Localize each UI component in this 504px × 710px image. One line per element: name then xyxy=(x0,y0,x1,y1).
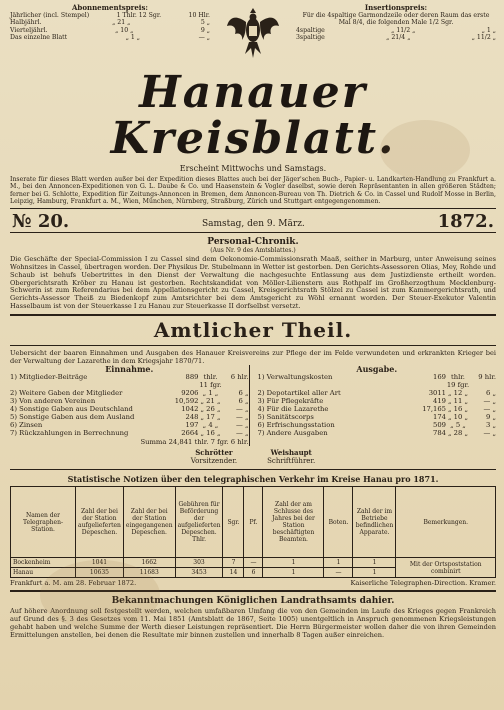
insertion-heading: Insertionspreis: xyxy=(364,3,428,12)
finance-pf: 6 hlr. xyxy=(230,373,249,382)
finance-pf: — „ xyxy=(236,413,249,422)
finance-pf: — „ xyxy=(236,429,249,438)
statistik-date: Frankfurt a. M. am 28. Februar 1872. xyxy=(10,579,137,588)
column-header: Sgr. xyxy=(223,487,244,558)
column-header: Pf. xyxy=(244,487,263,558)
finance-label: 3) Von anderen Vereinen xyxy=(10,397,96,406)
divider xyxy=(10,469,496,470)
finance-label: 5) Sonstige Gaben aus dem Ausland xyxy=(10,413,135,422)
finance-u: „ 28 „ xyxy=(447,429,468,438)
finance-pf: — „ xyxy=(483,397,496,406)
signatures xyxy=(10,448,496,465)
finance-u: „ 16 „ xyxy=(447,405,468,414)
table-row: Hanau 10635 11683 3453 14 6 1 — 1 xyxy=(11,568,496,578)
finance-u: „ 1 „ xyxy=(202,389,219,398)
einnahme-heading: Einnahme. xyxy=(105,364,154,375)
finance-line xyxy=(258,405,497,413)
finance-amt: 9206 xyxy=(181,389,199,398)
finance-u: „ 16 „ xyxy=(200,429,221,438)
finance-amt: 248 xyxy=(185,413,199,422)
finance-label: 7) Andere Ausgaben xyxy=(257,429,328,438)
finance-line xyxy=(258,429,497,437)
finance-label: 4) Für die Lazarethe xyxy=(257,405,329,414)
masthead-top xyxy=(10,4,496,68)
finance-amt: 889 xyxy=(185,373,199,382)
finance-line xyxy=(10,405,249,413)
personal-chronik-text: Die Geschäfte der Special-Commission I zu Cassel sind dem Oekonomie-Commissionsrath Maaß, seither in Marburg, unter Anweisung seines Wohnsitzes in Cassel, übertragen worden. Der Physikus Dr. Stubelmann in Wetter ist gestorben. Den Gerichts-Assessoren Olias, Mey, Rohde und Schaub ist behufs Uebertrittes in den Dienst der Verwaltung die nachgesuchte Entlassung aus dem Justizdienste ertheilt worden. Obergerichtsrath Kröber zu Hanau ist gestorben. Rechtskandidat von Möller-Lilienstern aus Rothpalf im Großherzogthum Mecklenburg-Schwerin ist zum Referendarius bei dem Appellationsgericht zu Cassel, Kreisgerichtsrath Stölzel zu Cassel ist zum Kammergerichtsrath, und Gerichts-Assessor Theiß zu Biedenkopf zum Amtsrichter bei dem Amtsgericht zu Wöhl ernannt worden. Der Steuer-Exekutor Valentin Hasselbaum ist von der Steuerkasse I zu Hanau zur Steuerkasse II dorfselbst versetzt. xyxy=(10,255,496,310)
finance-label: 4) Sonstige Gaben aus Deutschland xyxy=(10,405,133,414)
column-header: Zahl der bei der Station aufgelieferten Depeschen. xyxy=(76,487,124,558)
finance-amt: 784 xyxy=(433,429,446,438)
divider xyxy=(10,314,496,316)
finance-u: „ 10 „ xyxy=(447,413,468,422)
insertion-row: 3spaltige „ 21/4 „ „ 11/2 „ xyxy=(296,33,496,41)
column-header: Bemerkungen. xyxy=(396,487,496,558)
einnahme-column xyxy=(10,365,249,446)
finance-line xyxy=(10,421,249,429)
finance-amt: 197 xyxy=(185,421,199,430)
finance-pf: 9 hlr. xyxy=(478,373,496,382)
abonnement-row: Halbjährl. „ 21 „ 5 „ xyxy=(10,19,210,27)
finance-line xyxy=(10,389,249,397)
finance-label: 2) Weitere Gaben der Mitglieder xyxy=(10,389,123,398)
finance-pf: — „ xyxy=(483,405,496,414)
ausgabe-heading: Ausgabe. xyxy=(356,364,398,375)
finance-u: thlr. 11 fgr. xyxy=(199,373,222,390)
finance-pf: 6 „ xyxy=(485,389,496,398)
finance-label: 1) Verwaltungskosten xyxy=(257,373,333,382)
publication-schedule: Erscheint Mittwochs und Samstags. xyxy=(179,164,327,173)
finance-amt: 2664 xyxy=(181,429,199,438)
signature-secretary: Weishaupt Schriftführer. xyxy=(267,448,316,466)
finance-pf: 9 „ xyxy=(485,413,496,422)
personal-chronik-subtitle: (Aus Nr. 9 des Amtsblattes.) xyxy=(210,247,296,255)
finance-line xyxy=(10,429,249,437)
finance-u: „ 12 „ xyxy=(447,389,468,398)
einnahme-summa: Summa 24,841 thlr. 7 fgr. 6 hlr. xyxy=(140,438,249,447)
finance-amt: 169 xyxy=(433,373,446,382)
finance-u: „ 21 „ xyxy=(200,397,221,406)
finance-pf: — „ xyxy=(236,405,249,414)
finance-amt: 1042 xyxy=(181,405,199,414)
statistik-signature: Kaiserliche Telegraphen-Direction. Kramer. xyxy=(350,579,496,588)
abonnement-heading: Abonnementspreis: xyxy=(72,3,148,12)
abonnement-row: Das einzelne Blatt „ 1 „ — „ xyxy=(10,33,210,41)
column-header: Zahl der am Schlusse des Jahres bei der Station beschäftigten Beamten. xyxy=(263,487,324,558)
finance-amt: 419 xyxy=(433,397,446,406)
finance-amt: 509 xyxy=(433,421,446,430)
finance-line xyxy=(10,397,249,405)
finance-amt: 17,165 xyxy=(422,405,446,414)
bekanntmachungen-text: Auf höhere Anordnung soll festgestellt werden, welchen umfaßbaren Umfang die von den Gemeinden im Laufe des Krieges gegen Frankreich auf Grund des §. 3 des Gesetzes vom 11. Mai 1851 (Amtsblatt de 1867, Seite 1005) unentgeltlich in Anspruch genommenen Kriegsleistungen gehabt haben und welche Summe der Werth dieser Leistungen repräsentiert. Die Herrn Bürgermeister wollen daher die von ihren Gemeinden Ermittelungen anstellen, bei denen die Resultate mir binnen zustellen und innerhalb 8 Tagen außer einreichen. xyxy=(10,607,496,639)
issue-year: 1872. xyxy=(437,211,494,233)
column-header: Zahl der bei der Station eingegangenen Depeschen. xyxy=(123,487,175,558)
ausgabe-column xyxy=(249,365,497,446)
abonnement-row: Vierteljährl. „ 10 „ 9 „ xyxy=(10,26,210,34)
finance-line xyxy=(258,397,497,405)
finance-pf: 6 „ xyxy=(238,397,249,406)
issue-number: № 20. xyxy=(12,211,70,233)
finance-label: 6) Zinsen xyxy=(10,421,43,430)
issue-bar xyxy=(10,208,496,233)
finance-u: „ 4 „ xyxy=(202,421,219,430)
statistik-title: Statistische Notizen über den telegraphischen Verkehr im Kreise Hanau pro 1871. xyxy=(67,474,439,485)
abonnement-box xyxy=(10,4,210,41)
column-header: Gebühren für Beförderung der aufgelieferten Depeschen. Thlr. xyxy=(175,487,223,558)
bekanntmachungen-title: Bekanntmachungen Königlichen Landrathsamts dahier. xyxy=(111,596,395,607)
finance-label: 6) Erfrischungsstation xyxy=(257,421,335,430)
finance-line xyxy=(258,421,497,429)
ausgabe-lines xyxy=(258,373,497,437)
finance-line xyxy=(10,373,249,389)
finance-amt: 174 xyxy=(433,413,446,422)
finance-u: „ 17 „ xyxy=(200,413,221,422)
finance-pf: 6 „ xyxy=(238,389,249,398)
insertion-row: 4spaltige „ 11/2 „ „ 1 „ xyxy=(296,26,496,34)
finance-u: „ 5 „ xyxy=(450,421,466,430)
newspaper-title: Hanauer Kreisblatt. xyxy=(110,67,396,164)
divider xyxy=(10,345,496,346)
finance-pf: 3 „ xyxy=(485,421,496,430)
finance-overview xyxy=(10,365,496,446)
column-header: Boten. xyxy=(324,487,353,558)
finance-line xyxy=(258,389,497,397)
column-header: Zahl der im Betriebe befindlichen Apparate. xyxy=(353,487,396,558)
finance-intro: Uebersicht der baaren Einnahmen und Ausgaben des Hanauer Kreisvereins zur Pflege der im Felde verwundeten und erkrankten Krieger bei der Verwaltung der Lazarethe in dem Kriegsjahr 1870/71. xyxy=(10,348,496,365)
signature-chairman: Schrötter Vorsitzender. xyxy=(190,448,238,466)
finance-amt: 3011 xyxy=(428,389,446,398)
finance-line xyxy=(258,413,497,421)
finance-label: 5) Sanitätscorps xyxy=(257,413,314,422)
finance-label: 7) Rückzahlungen in Berrechnung xyxy=(10,429,129,438)
paper-stain xyxy=(40,560,160,630)
finance-u: thlr. 19 fgr. xyxy=(446,373,470,390)
finance-amt: 10,592 xyxy=(174,397,199,406)
personal-chronik-title: Personal-Chronik. xyxy=(207,237,299,248)
insertion-box xyxy=(296,4,496,41)
inserate-notice: Inserate für dieses Blatt werden außer bei der Expedition dieses Blattes auch bei der Jäger'schen Buch-, Papier- u. Landkarten-Handlung zu Frankfurt a. M., bei den Annoncen-Expeditionen von G. L. Daube & Co. und Haasenstein & Vogler daselbst, sowie deren Repräsentanten in allen größeren Städten; ferner bei G. Schlotte, Expedition für Zeitungs-Annoncen in Bremen, dem Annoncen-Bureau von Th. Dietrich & Co. in Cassel und Rudolf Mosse in Berlin, Leipzig, Hamburg, Frankfurt a. M., Wien, München, Nürnberg, Straßburg, Zürich und Stuttgart entgegengenommen. xyxy=(10,176,496,205)
table-header-row xyxy=(11,487,496,558)
finance-line xyxy=(10,413,249,421)
finance-pf: — „ xyxy=(483,429,496,438)
finance-line xyxy=(258,373,497,389)
paper-stain xyxy=(380,120,470,180)
insertion-text: Für die 4spaltige Garmondzeile oder deren Raum das erste Mal 8/4, die folgenden Male 1/2 Sgr. xyxy=(302,12,490,27)
finance-u: „ 11 „ xyxy=(447,397,468,406)
amtlicher-theil-title: Amtlicher Theil. xyxy=(153,317,353,342)
column-header: Namen der Telegraphen-Station. xyxy=(11,487,76,558)
finance-label: 1) Mitglieder-Beiträge xyxy=(10,373,88,382)
eagle-crest-icon xyxy=(225,4,281,62)
finance-pf: — „ xyxy=(236,421,249,430)
issue-date: Samstag, den 9. März. xyxy=(201,219,305,230)
einnahme-lines xyxy=(10,373,249,437)
table-row: Bockenheim 1041 1662 303 7 — 1 1 1 Mit der Ortspoststation combinirt xyxy=(11,558,496,568)
abonnement-row: Jährlicher (incl. Stempel) 1 Thlr. 12 Sgr. 10 Hlr. xyxy=(10,12,210,20)
finance-label: 2) Depotartikel aller Art xyxy=(257,389,341,398)
finance-u: „ 26 „ xyxy=(200,405,221,414)
finance-label: 3) Für Pflegekräfte xyxy=(257,397,324,406)
